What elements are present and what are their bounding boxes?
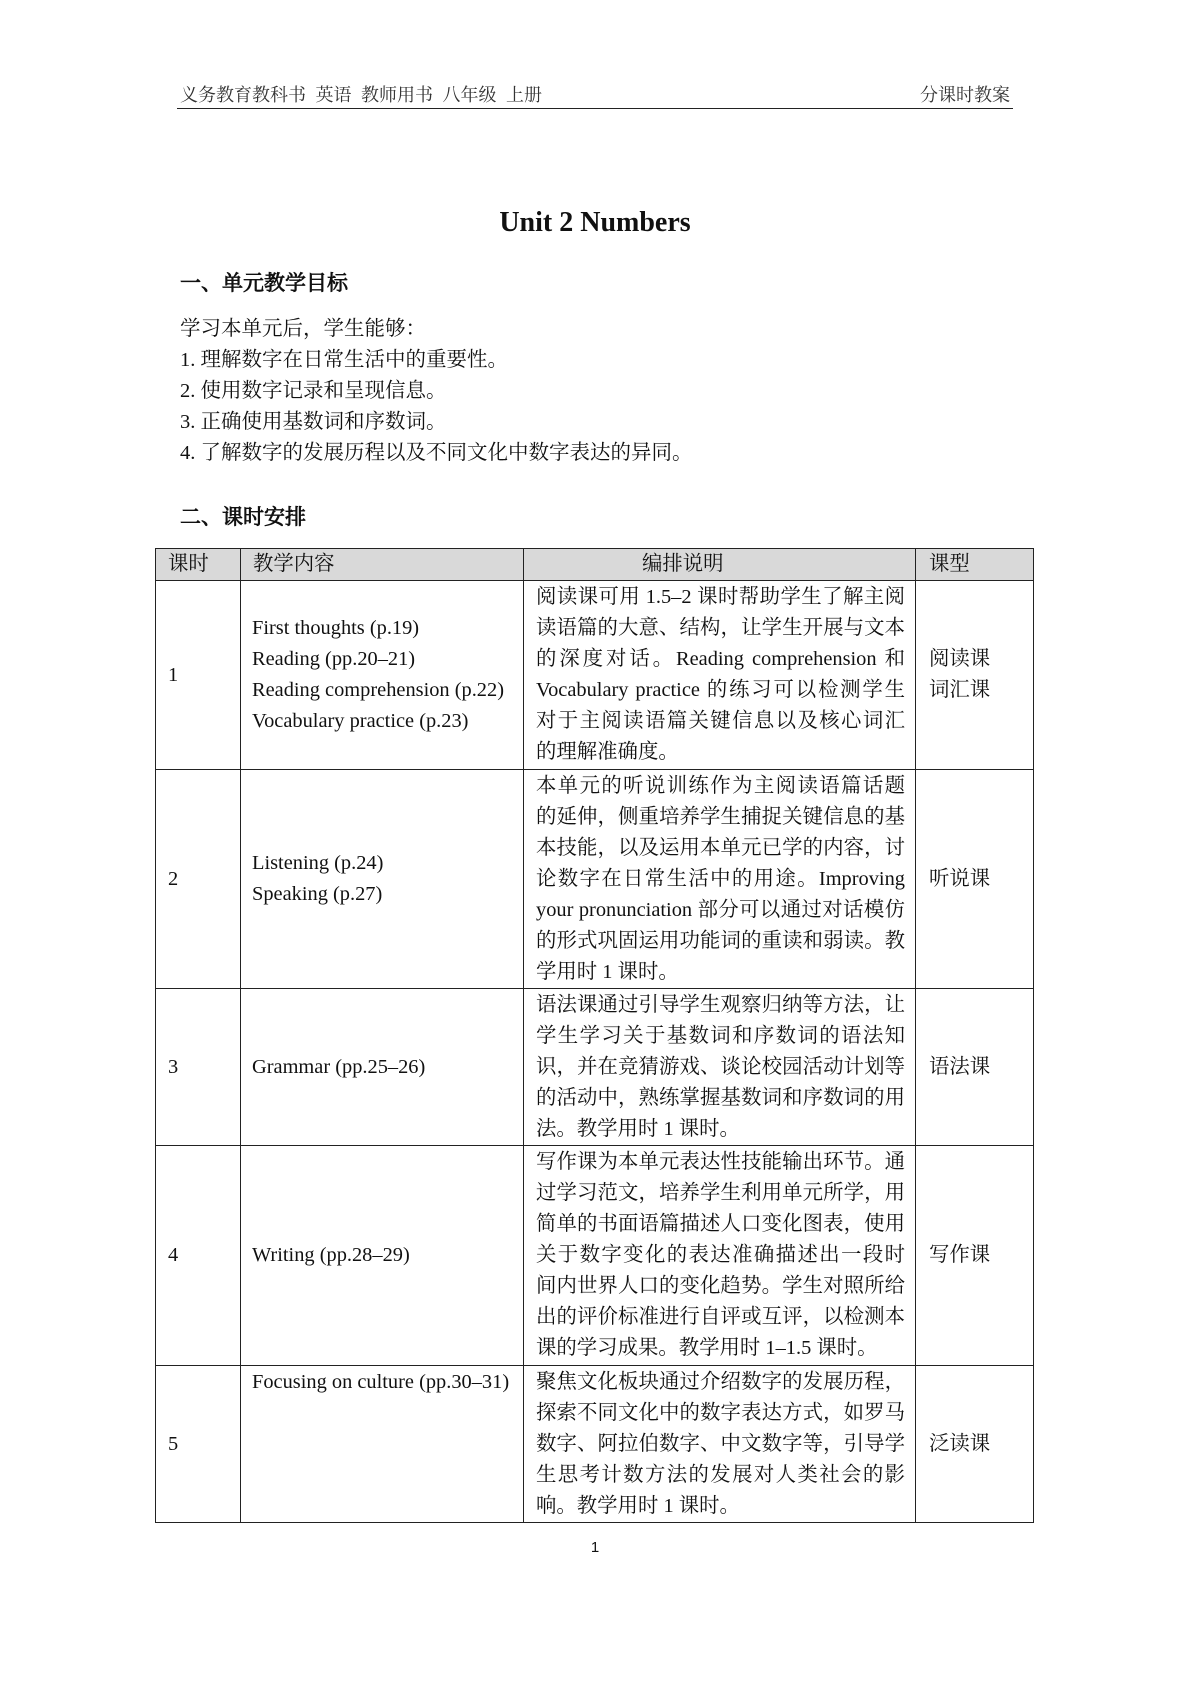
table-row <box>156 770 1034 989</box>
content-line: Reading comprehension (p.22) <box>252 679 504 701</box>
description-line: 响。教学用时 1 课时。 <box>536 1495 740 1517</box>
table-row <box>156 1366 1034 1523</box>
description-line: 探索不同文化中的数字表达方式，如罗马 <box>536 1402 905 1424</box>
content-line: First thoughts (p.19) <box>252 617 420 639</box>
table-row <box>156 1146 1034 1366</box>
lesson-schedule-table <box>155 548 1034 1523</box>
goal-item: 4. 了解数字的发展历程以及不同文化中数字表达的异同。 <box>180 442 693 464</box>
description-line: 简单的书面语篇描述人口变化图表，使用 <box>536 1213 905 1235</box>
content-cell <box>241 581 524 770</box>
description-line: 写作课为本单元表达性技能输出环节。通 <box>536 1151 905 1173</box>
lesson-type-cell <box>916 581 1034 770</box>
description-line: 数字、阿拉伯数字、中文数字等，引导学 <box>536 1433 905 1455</box>
period-cell: 5 <box>156 1366 241 1523</box>
goals-intro: 学习本单元后，学生能够： <box>180 318 426 340</box>
description-line: 过学习范文，培养学生利用单元所学，用 <box>536 1182 905 1204</box>
running-header <box>177 82 1013 109</box>
lesson-type-cell <box>916 989 1034 1146</box>
description-line: 关于数字变化的表达准确描述出一段时 <box>536 1244 905 1266</box>
content-line: Listening (p.24) <box>252 852 384 874</box>
period-cell: 3 <box>156 989 241 1146</box>
content-cell <box>241 989 524 1146</box>
teaching-goals-list <box>180 314 693 469</box>
lesson-type: 写作课 <box>929 1244 991 1266</box>
content-line: Speaking (p.27) <box>252 883 383 905</box>
description-line: 论数字在日常生活中的用途。Improving <box>536 868 905 890</box>
table-row <box>156 989 1034 1146</box>
section-heading-lesson-plan: 二、课时安排 <box>180 506 306 529</box>
description-line: 对于主阅读语篇关键信息以及核心词汇 <box>536 710 905 732</box>
book-series-title: 义务教育教科书 英语 教师用书 八年级 上册 <box>180 85 542 105</box>
description-line: 本单元的听说训练作为主阅读语篇话题 <box>536 775 905 797</box>
description-line: 聚焦文化板块通过介绍数字的发展历程， <box>536 1371 905 1393</box>
page-number: 1 <box>590 1539 600 1556</box>
content-line: Vocabulary practice (p.23) <box>252 710 469 732</box>
description-line: 的形式巩固运用功能词的重读和弱读。教 <box>536 930 905 952</box>
description-line: 的活动中，熟练掌握基数词和序数词的用 <box>536 1087 905 1109</box>
description-cell <box>524 770 916 989</box>
description-line: 的深度对话。Reading comprehension 和 <box>536 648 905 670</box>
document-type-label: 分课时教案 <box>920 85 1010 105</box>
content-line: Writing (pp.28–29) <box>252 1244 410 1266</box>
content-cell <box>241 770 524 989</box>
description-line: 语法课通过引导学生观察归纳等方法，让 <box>536 994 905 1016</box>
description-line: 出的评价标准进行自评或互评，以检测本 <box>536 1306 905 1328</box>
content-line: Reading (pp.20–21) <box>252 648 416 670</box>
period-cell: 4 <box>156 1146 241 1366</box>
description-cell <box>524 1146 916 1366</box>
goal-item: 3. 正确使用基数词和序数词。 <box>180 411 447 433</box>
description-line: 识，并在竞猜游戏、谈论校园活动计划等 <box>536 1056 905 1078</box>
description-line: 的理解准确度。 <box>536 741 679 763</box>
description-line: 生思考计数方法的发展对人类社会的影 <box>536 1464 905 1486</box>
section-heading-unit-goals: 一、单元教学目标 <box>180 272 348 295</box>
content-line: Grammar (pp.25–26) <box>252 1055 426 1078</box>
lesson-type-cell <box>916 770 1034 989</box>
description-line: 的延伸，侧重培养学生捕捉关键信息的基 <box>536 806 905 828</box>
period-cell: 1 <box>156 581 241 770</box>
period-cell: 2 <box>156 770 241 989</box>
column-header-description: 编排说明 <box>524 549 916 581</box>
description-cell <box>524 581 916 770</box>
column-header-period: 课时 <box>156 549 241 581</box>
column-header-content: 教学内容 <box>241 549 524 581</box>
content-cell <box>241 1146 524 1366</box>
description-line: 阅读课可用 1.5–2 课时帮助学生了解主阅 <box>536 586 905 608</box>
description-line: 课的学习成果。教学用时 1–1.5 课时。 <box>536 1337 878 1359</box>
column-header-lesson-type: 课型 <box>916 549 1034 581</box>
lesson-type-cell <box>916 1366 1034 1523</box>
description-line: 法。教学用时 1 课时。 <box>536 1118 740 1140</box>
content-line: Focusing on culture (pp.30–31) <box>252 1371 510 1393</box>
goal-item: 2. 使用数字记录和呈现信息。 <box>180 380 447 402</box>
lesson-type: 语法课 <box>929 1055 991 1078</box>
description-line: Vocabulary practice 的练习可以检测学生 <box>536 679 905 701</box>
lesson-type-cell <box>916 1146 1034 1366</box>
description-line: 间内世界人口的变化趋势。学生对照所给 <box>536 1275 905 1297</box>
description-line: your pronunciation 部分可以通过对话模仿 <box>536 899 905 921</box>
description-line: 学用时 1 课时。 <box>536 961 679 983</box>
description-cell <box>524 1366 916 1523</box>
description-line: 本技能，以及运用本单元已学的内容，讨 <box>536 837 905 859</box>
description-line: 读语篇的大意、结构，让学生开展与文本 <box>536 617 905 639</box>
table-header-row <box>156 549 1034 581</box>
lesson-type: 泛读课 <box>929 1432 991 1455</box>
description-line: 学生学习关于基数词和序数词的语法知 <box>536 1025 905 1047</box>
lesson-type: 听说课 <box>929 867 991 890</box>
description-cell <box>524 989 916 1146</box>
goal-item: 1. 理解数字在日常生活中的重要性。 <box>180 349 508 371</box>
unit-title: Unit 2 Numbers <box>499 207 691 238</box>
content-cell <box>241 1366 524 1523</box>
lesson-type: 阅读课 <box>929 648 991 670</box>
table-row <box>156 581 1034 770</box>
lesson-type: 词汇课 <box>929 679 991 701</box>
